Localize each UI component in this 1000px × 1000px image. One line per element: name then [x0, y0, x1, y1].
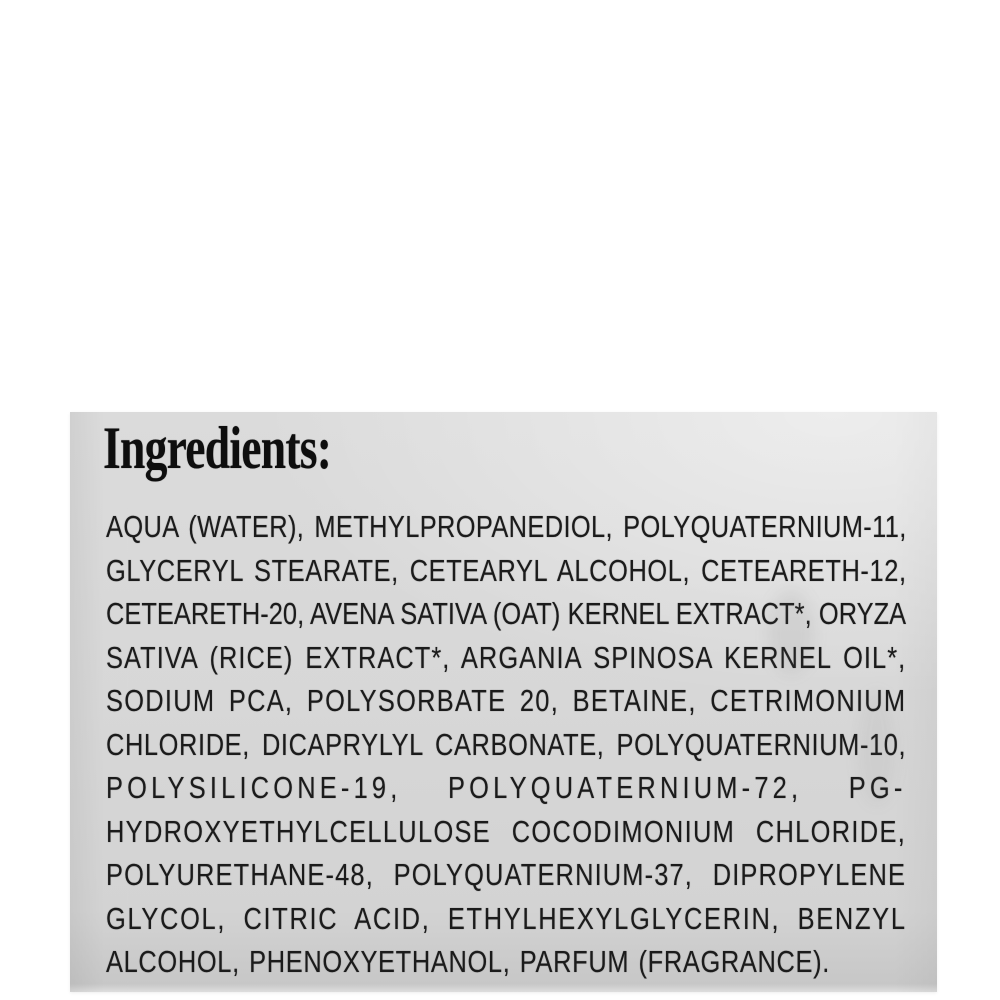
ingredients-line [106, 940, 906, 984]
ingredients-line-text: POLYURETHANE-48, POLYQUATERNIUM-37, DIPROPYLENE [106, 857, 907, 892]
ingredients-line [106, 810, 906, 854]
ingredients-line-text: GLYCOL, CITRIC ACID, ETHYLHEXYLGLYCERIN, BENZYL [106, 900, 907, 936]
ingredients-line [106, 679, 906, 723]
ingredients-heading: Ingredients: [103, 415, 332, 481]
ingredients-line-text: SODIUM PCA, POLYSORBATE 20, BETAINE, CETRIMONIUM [106, 683, 907, 718]
photo-smudge [858, 692, 896, 804]
ingredients-line [106, 766, 906, 810]
ingredients-line [106, 897, 906, 941]
ingredients-line-text: HYDROXYETHYLCELLULOSE COCODIMONIUM CHLORIDE, [106, 813, 907, 849]
ingredients-line-text: SATIVA (RICE) EXTRACT*, ARGANIA SPINOSA KERNEL OIL*, [106, 639, 907, 675]
ingredients-line-text: AQUA (WATER), METHYLPROPANEDIOL, POLYQUATERNIUM-11, [106, 509, 907, 544]
ingredients-line [106, 505, 906, 549]
ingredients-line [106, 549, 906, 593]
ingredients-line [106, 723, 906, 767]
ingredients-line-text: CETEARETH-20, AVENA SATIVA (OAT) KERNEL EXTRACT*, ORYZA [106, 596, 907, 631]
ingredients-line-text: CHLORIDE, DICAPRYLYL CARBONATE, POLYQUATERNIUM-10, [106, 726, 907, 762]
ingredients-line-text: GLYCERYL STEARATE, CETEARYL ALCOHOL, CETEARETH-12, [106, 552, 907, 588]
ingredients-text [106, 505, 906, 984]
ingredients-line [106, 853, 906, 897]
ingredients-line-text: ALCOHOL, PHENOXYETHANOL, PARFUM (FRAGRANCE). [106, 944, 830, 979]
ingredients-line-text: POLYSILICONE-19, POLYQUATERNIUM-72, PG- [106, 770, 907, 805]
product-label-photo [70, 412, 937, 992]
photo-smudge [768, 590, 814, 674]
